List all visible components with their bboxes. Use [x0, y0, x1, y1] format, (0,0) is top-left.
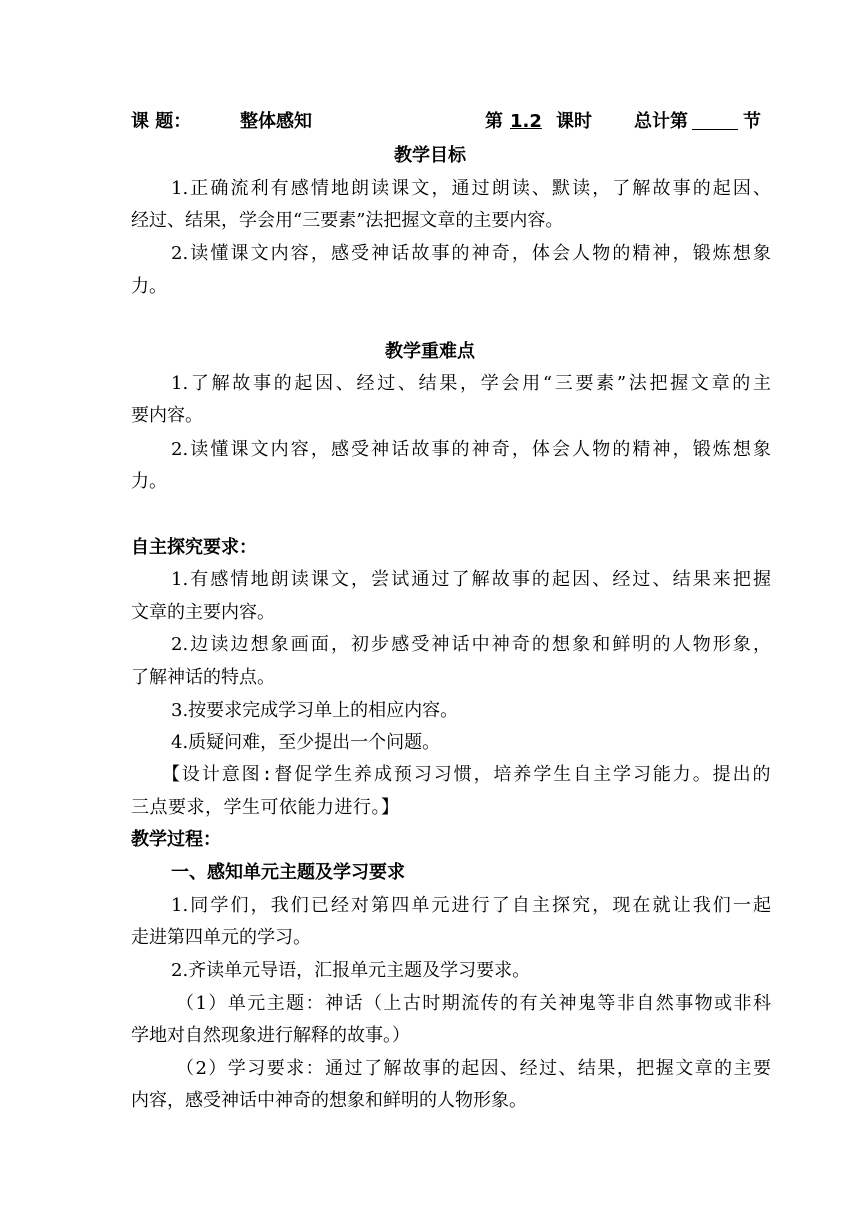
self-study-2-line-1: 2.边读边想象画面，初步感受神话中神奇的想象和鲜明的人物形象，: [171, 634, 771, 655]
objective-1-line-2: 经过、结果，学会用“三要素”法把握文章的主要内容。: [131, 210, 564, 231]
design-intent-line-1: 【设计意图:督促学生养成预习习惯，培养学生自主学习能力。提出的: [162, 764, 771, 785]
difficulties-heading: 教学重难点: [385, 341, 475, 362]
process-sub-1-line-1: （1）单元主题：神话（上古时期流传的有关神鬼等非自然事物或非科: [176, 993, 771, 1014]
process-sub-1-line-2: 学地对自然现象进行解释的故事。）: [131, 1025, 410, 1046]
self-study-4: 4.质疑问难，至少提出一个问题。: [171, 732, 441, 753]
period-value: 1.2: [510, 111, 542, 132]
objective-2-line-2: 力。: [131, 276, 167, 297]
self-study-3: 3.按要求完成学习单上的相应内容。: [171, 700, 459, 721]
total-suffix: 节: [743, 111, 761, 132]
lesson-title-label: 课 题：: [131, 111, 192, 132]
self-study-1-line-2: 文章的主要内容。: [131, 602, 275, 623]
lesson-title-value: 整体感知: [240, 111, 312, 132]
period-prefix: 第: [485, 111, 503, 132]
process-1-line-2: 走进第四单元的学习。: [131, 927, 311, 948]
process-sub-2-line-2: 内容，感受神话中神奇的想象和鲜明的人物形象。: [131, 1090, 527, 1111]
self-study-1-line-1: 1.有感情地朗读课文，尝试通过了解故事的起因、经过、结果来把握: [171, 569, 771, 590]
total-prefix: 总计第: [634, 111, 688, 132]
process-sub-2-line-1: （2）学习要求：通过了解故事的起因、经过、结果，把握文章的主要: [176, 1058, 771, 1079]
difficulty-2-line-2: 力。: [131, 471, 167, 492]
process-section-1-title: 一、感知单元主题及学习要求: [171, 862, 405, 883]
process-2: 2.齐读单元导语，汇报单元主题及学习要求。: [171, 960, 531, 981]
process-1-line-1: 1.同学们，我们已经对第四单元进行了自主探究，现在就让我们一起: [171, 895, 771, 916]
total-blank: [692, 111, 738, 133]
period-suffix: 课时: [556, 111, 592, 132]
difficulty-1-line-1: 1.了解故事的起因、经过、结果，学会用“三要素”法把握文章的主: [171, 373, 771, 394]
self-study-2-line-2: 了解神话的特点。: [131, 667, 275, 688]
difficulty-1-line-2: 要内容。: [131, 405, 203, 426]
lesson-header: [0, 111, 860, 135]
difficulty-2-line-1: 2.读懂课文内容，感受神话故事的神奇，体会人物的精神，锻炼想象: [171, 439, 771, 460]
process-heading: 教学过程：: [131, 829, 221, 850]
design-intent-line-2: 三点要求，学生可依能力进行。】: [131, 797, 400, 818]
self-study-heading: 自主探究要求：: [131, 537, 257, 558]
objective-1-line-1: 1.正确流利有感情地朗读课文，通过朗读、默读，了解故事的起因、: [171, 178, 771, 199]
objective-2-line-1: 2.读懂课文内容，感受神话故事的神奇，体会人物的精神，锻炼想象: [171, 243, 771, 264]
objectives-heading: 教学目标: [394, 145, 466, 166]
